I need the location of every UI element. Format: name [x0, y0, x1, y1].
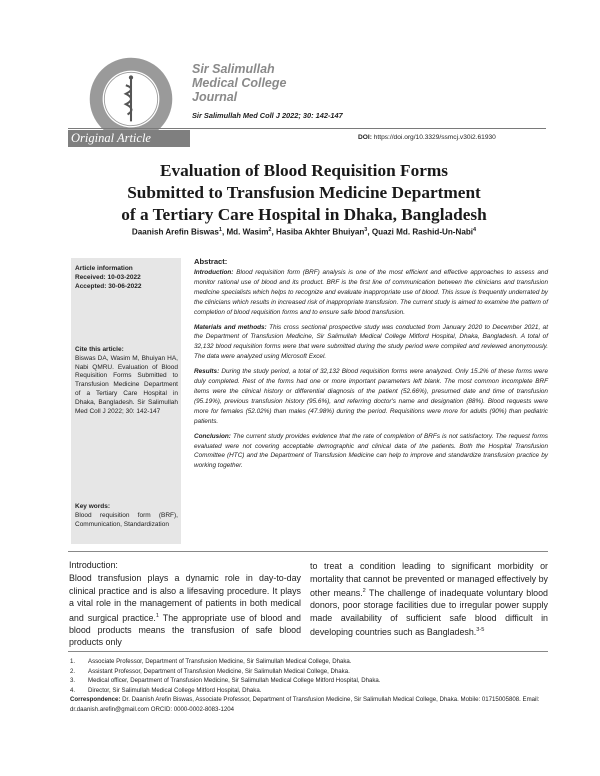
article-title: Evaluation of Blood Requisition Forms Submitted to Transfusion Medicine Department of a Tertiary Care Hospital in Dhaka, Bangladesh	[121, 161, 487, 224]
author: Md. Wasim	[226, 227, 269, 237]
footnote-divider	[68, 651, 548, 652]
footnotes	[70, 657, 548, 715]
abstract-results: Results: During the study period, a total of 32,132 Blood requisition forms were analyzed. Only 15.2% of these forms were duly completed. Rest of the forms had one or more important parameters left blank. The most common incomplete BRF items were the clinical history or differential diagnosis of the patient (52.66%), presumed date and time of transfusion (95.19%), previous transfusion history (95.6%), and referring doctor's name and designation (88%). Blood requests were more for females (52.02%) than males (47.98%) during the period. Requisitions were more for adults (90%) than pediatric patients.	[194, 368, 548, 425]
abstract-methods: Materials and methods: This cross sectional prospective study was conducted from January 2020 to December 2021, at the Department of Transfusion Medicine, Sir Salimullah Medical College Mitford Hospital, Dhaka, Bangladesh. A total of 32,132 blood requisition forms were that were submitted during the study period were compiled and reviewed anonymously. The data were analyzed using Microsoft Excel.	[194, 323, 548, 361]
keywords: Key words: Blood requisition form (BRF), Communication, Standardization	[75, 503, 178, 528]
body-column-left: Blood transfusion plays a dynamic role in day-to-day clinical practice and is also a lifesaving procedure. It plays a vital role in the management of patients in both medical and surgical practice.$^1$ The appropriate use of blood and blood products means the transfusion of safe blood products only	[69, 573, 301, 648]
section-divider	[68, 551, 548, 552]
abstract-conclusion: Conclusion: The current study provides evidence that the rate of completion of BRFs is not satisfactory. The request forms evaluated were not covering acceptable demographic and clinical data of the patients. Both the Hospital Transfusion Committee (HTC) and the Department of Transfusion Medicine can help to improve and standardize transfusion practice by working together.	[194, 432, 548, 470]
doi	[358, 134, 496, 141]
journal-name: Sir Salimullah Medical College Journal	[192, 62, 287, 104]
introduction-heading: Introduction:	[69, 560, 118, 570]
abstract-heading: Abstract:	[194, 257, 228, 266]
doi-link[interactable]: https://doi.org/10.3329/ssmcj.v30i2.61930	[373, 134, 496, 141]
cite-this-article: Cite this article: Biswas DA, Wasim M, Bhuiyan HA, Nabi QMRU. Evaluation of Blood Requisition Forms Submitted to Transfusion Medicine Department of a Tertiary Care Hospital in Dhaka, Bangladesh. Sir Salimullah Med Coll J 2022; 30: 142-147	[75, 346, 178, 415]
article-information: Article information Received: 10-03-2022 Accepted: 30-06-2022	[75, 265, 142, 290]
abstract-introduction: Introduction: Blood requisition form (BRF) analysis is one of the most efficient and effective approaches to assess and monitor rational use of blood and its product. BRF is the first line of communication between the clinicians and transfusion medicine specialists which helps to recognize and evaluate inappropriate use of blood. This issue is frequently underrated by the clinicians which results in increased risk of inappropriate transfusion. The current study is aimed to examine the pattern of completion of blood requisition forms and to ensure safe blood transfusion.	[194, 269, 548, 316]
article-type: Original Article	[68, 130, 190, 147]
author-list: Daanish Arefin Biswas$^1$, Md. Wasim$^2$, Hasiba Akhter Bhuiyan$^3$, Quazi Md. Rashid-Un-Nabi$^4$	[131, 227, 477, 237]
footnote: 3. Medical officer, Department of Transfusion Medicine, Sir Salimullah Medical College Mitford Hospital, Dhaka.	[70, 677, 381, 685]
journal-citation: Sir Salimullah Med Coll J 2022; 30: 142-147	[192, 111, 343, 120]
correspondence: Correspondence: Dr. Daanish Arefin Biswas, Associate Professor, Department of Transfusion Medicine, Sir Salimullah Medical College, Dhaka. Mobile: 01715005808. Email: dr.daanish.arefin@gmail.com ORCID: 0000-0002-8083-1204	[70, 696, 540, 713]
footnote: 1. Associate Professor, Department of Transfusion Medicine, Sir Salimullah Medical College, Dhaka.	[70, 658, 352, 665]
doi-label: DOI:	[358, 134, 372, 141]
footnote: 2. Assistant Professor, Department of Transfusion Medicine, Sir Salimullah Medical College, Dhaka.	[70, 667, 350, 675]
body-column-right: to treat a condition leading to significant morbidity or mortality that cannot be prevented or managed effectively by other means.$^2$ The challenge of inadequate voluntary blood donors, poor storage facilities due to irregular power supply made availability of sufficient safe blood difficult in developing countries such as Bangladesh.$^{3-5}$	[310, 561, 548, 638]
abstract	[194, 257, 548, 471]
author: Daanish Arefin Biswas	[131, 227, 219, 237]
footnote: 4. Director, Sir Salimullah Medical College Mitford Hospital, Dhaka.	[70, 686, 262, 694]
author: Hasiba Akhter Bhuiyan	[275, 227, 365, 237]
author: Quazi Md. Rashid-Un-Nabi	[371, 227, 474, 237]
